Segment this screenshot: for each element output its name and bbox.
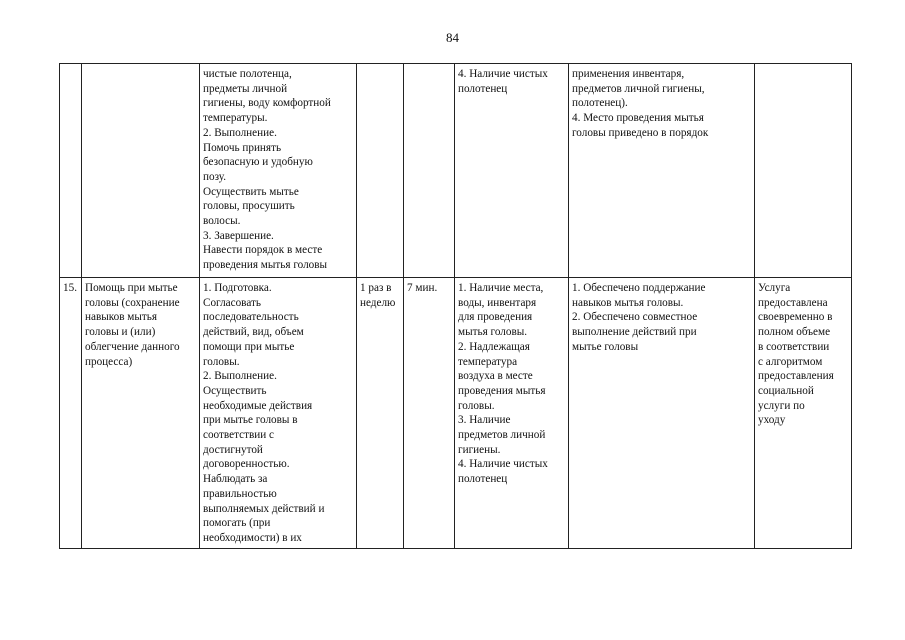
services-table	[59, 63, 852, 549]
cell-periodicity	[357, 64, 404, 278]
cell-service-name	[82, 64, 200, 278]
cell-number	[60, 64, 82, 278]
cell-quality-indicators: применения инвентаря, предметов личной гигиены, полотенец). 4. Место проведения мытья головы приведено в порядок	[569, 64, 755, 278]
cell-duration	[404, 64, 455, 278]
table-row	[60, 278, 852, 549]
cell-periodicity: 1 раз в неделю	[357, 278, 404, 549]
cell-number: 15.	[60, 278, 82, 549]
cell-duration: 7 мин.	[404, 278, 455, 549]
cell-conditions: 1. Наличие места, воды, инвентаря для проведения мытья головы. 2. Надлежащая температура воздуха в месте проведения мытья головы. 3. Наличие предметов личной гигиены. 4. Наличие чистых полотенец	[455, 278, 569, 549]
table-row	[60, 64, 852, 278]
cell-conditions: 4. Наличие чистых полотенец	[455, 64, 569, 278]
cell-result	[755, 64, 852, 278]
cell-result: Услуга предоставлена своевременно в полном объеме в соответствии с алгоритмом предоставления социальной услуги по уходу	[755, 278, 852, 549]
cell-quality-indicators: 1. Обеспечено поддержание навыков мытья головы. 2. Обеспечено совместное выполнение действий при мытье головы	[569, 278, 755, 549]
cell-procedure: 1. Подготовка. Согласовать последовательность действий, вид, объем помощи при мытье головы. 2. Выполнение. Осуществить необходимые действия при мытье головы в соответствии с достигнутой договоренностью. Наблюдать за правильностью выполняемых действий и помогать (при необходимости) в их	[200, 278, 357, 549]
cell-service-name: Помощь при мытье головы (сохранение навыков мытья головы и (или) облегчение данного процесса)	[82, 278, 200, 549]
cell-procedure: чистые полотенца, предметы личной гигиены, воду комфортной температуры. 2. Выполнение. Помочь принять безопасную и удобную позу. Осуществить мытье головы, просушить волосы. 3. Завершение. Навести порядок в месте проведения мытья головы	[200, 64, 357, 278]
page-number: 84	[446, 30, 459, 45]
